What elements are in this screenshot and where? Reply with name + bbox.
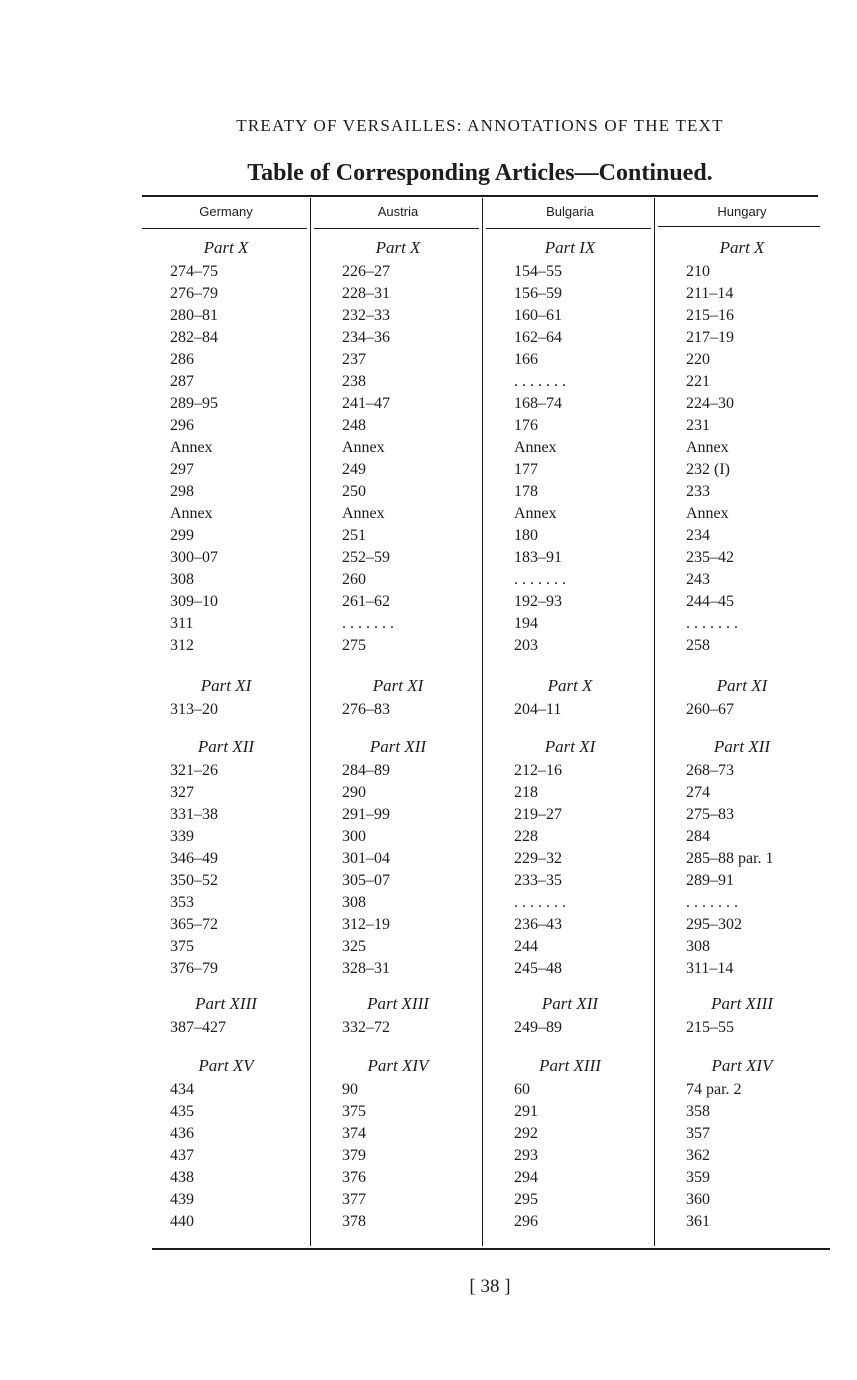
part-heading: Part XII [197, 737, 255, 756]
part-heading: Part XI [200, 676, 252, 695]
article-cell: 299 [170, 527, 194, 544]
part-section [144, 991, 308, 1039]
article-cell: 228–31 [342, 285, 390, 302]
article-cell: 325 [342, 938, 366, 955]
article-cell: 248 [342, 417, 366, 434]
part-section [660, 991, 824, 1039]
article-cell: 261–62 [342, 593, 390, 610]
column-divider-1 [310, 198, 311, 1246]
part-section [488, 991, 652, 1039]
article-cell: 297 [170, 461, 194, 478]
article-cell: 298 [170, 483, 194, 500]
article-cell: 287 [170, 373, 194, 390]
article-cell: 234 [686, 527, 710, 544]
article-cell: 360 [686, 1191, 710, 1208]
article-cell: 275–83 [686, 806, 734, 823]
article-cell: 192–93 [514, 593, 562, 610]
article-cell: 353 [170, 894, 194, 911]
part-heading: Part XV [198, 1056, 254, 1075]
article-cell: 176 [514, 417, 538, 434]
article-cell: 378 [342, 1213, 366, 1230]
part-heading: Part XIII [195, 994, 257, 1013]
article-cell: 305–07 [342, 872, 390, 889]
article-cell: 221 [686, 373, 710, 390]
article-cell: 237 [342, 351, 366, 368]
article-cell: 296 [170, 417, 194, 434]
article-cell: 300 [342, 828, 366, 845]
article-cell: 250 [342, 483, 366, 500]
part-heading: Part XIII [539, 1056, 601, 1075]
article-cell: 274–75 [170, 263, 218, 280]
article-cell: 328–31 [342, 960, 390, 977]
part-section [144, 235, 308, 657]
article-cell: 285–88 par. 1 [686, 850, 774, 867]
part-heading: Part XII [369, 737, 427, 756]
column-austria [316, 198, 480, 1248]
column-hungary [660, 198, 824, 1248]
article-cell: 232–33 [342, 307, 390, 324]
part-heading: Part XII [713, 737, 771, 756]
part-heading: Part XI [716, 676, 768, 695]
article-cell: 374 [342, 1125, 366, 1142]
article-cell: 362 [686, 1147, 710, 1164]
article-cell: 289–91 [686, 872, 734, 889]
article-cell: 375 [170, 938, 194, 955]
article-cell: Annex [514, 439, 557, 456]
article-cell: 233 [686, 483, 710, 500]
article-cell: 331–38 [170, 806, 218, 823]
article-cell: 258 [686, 637, 710, 654]
article-cell: 274 [686, 784, 710, 801]
article-cell: . . . . . . . [514, 894, 566, 911]
part-section [316, 673, 480, 721]
article-cell: 166 [514, 351, 538, 368]
part-heading: Part X [547, 676, 593, 695]
article-cell: 220 [686, 351, 710, 368]
article-cell: Annex [686, 505, 729, 522]
part-heading: Part X [203, 238, 249, 257]
article-cell: 162–64 [514, 329, 562, 346]
part-heading: Part XIII [711, 994, 773, 1013]
column-germany [144, 198, 308, 1248]
article-cell: 234–36 [342, 329, 390, 346]
part-section [144, 1053, 308, 1233]
article-cell: 377 [342, 1191, 366, 1208]
part-section [660, 1053, 824, 1233]
column-divider-3 [654, 198, 655, 1246]
article-cell: 313–20 [170, 701, 218, 718]
article-cell: 249 [342, 461, 366, 478]
article-cell: . . . . . . . [686, 894, 738, 911]
article-cell: 154–55 [514, 263, 562, 280]
article-cell: . . . . . . . [514, 571, 566, 588]
article-cell: Annex [686, 439, 729, 456]
part-heading: Part XIII [367, 994, 429, 1013]
article-cell: 387–427 [170, 1019, 226, 1036]
article-cell: 375 [342, 1103, 366, 1120]
article-cell: 286 [170, 351, 194, 368]
part-section [316, 991, 480, 1039]
article-cell: 183–91 [514, 549, 562, 566]
article-cell: 376–79 [170, 960, 218, 977]
article-cell: 312–19 [342, 916, 390, 933]
table-bottom-rule [152, 1248, 830, 1250]
article-cell: 217–19 [686, 329, 734, 346]
article-cell: 438 [170, 1169, 194, 1186]
part-heading: Part XI [544, 737, 596, 756]
article-cell: 245–48 [514, 960, 562, 977]
article-cell: 238 [342, 373, 366, 390]
article-cell: 212–16 [514, 762, 562, 779]
part-section [316, 734, 480, 980]
column-header: Austria [377, 204, 419, 219]
article-cell: 282–84 [170, 329, 218, 346]
article-cell: 308 [686, 938, 710, 955]
article-cell: 244–45 [686, 593, 734, 610]
article-cell: 312 [170, 637, 194, 654]
article-cell: 74 par. 2 [686, 1081, 742, 1098]
article-cell: 224–30 [686, 395, 734, 412]
article-cell: 236–43 [514, 916, 562, 933]
article-cell: 60 [514, 1081, 530, 1098]
article-cell: 244 [514, 938, 538, 955]
article-cell: 168–74 [514, 395, 562, 412]
article-cell: 435 [170, 1103, 194, 1120]
article-cell: 280–81 [170, 307, 218, 324]
article-cell: 215–55 [686, 1019, 734, 1036]
article-cell: Annex [170, 439, 213, 456]
article-cell: 156–59 [514, 285, 562, 302]
article-cell: 290 [342, 784, 366, 801]
article-cell: . . . . . . . [342, 615, 394, 632]
article-cell: 211–14 [686, 285, 734, 302]
column-divider-2 [482, 198, 483, 1246]
article-cell: 434 [170, 1081, 194, 1098]
article-cell: 361 [686, 1213, 710, 1230]
part-section [488, 235, 652, 657]
article-cell: 260 [342, 571, 366, 588]
article-cell: 358 [686, 1103, 710, 1120]
article-cell: 291 [514, 1103, 538, 1120]
article-cell: 300–07 [170, 549, 218, 566]
article-cell: 249–89 [514, 1019, 562, 1036]
article-cell: 210 [686, 263, 710, 280]
part-heading: Part X [719, 238, 765, 257]
article-cell: 218 [514, 784, 538, 801]
article-cell: 243 [686, 571, 710, 588]
article-cell: Annex [342, 439, 385, 456]
running-head: TREATY OF VERSAILLES: ANNOTATIONS OF THE TEXT [236, 116, 724, 135]
part-heading: Part X [375, 238, 421, 257]
part-section [316, 1053, 480, 1233]
article-cell: 350–52 [170, 872, 218, 889]
article-cell: 276–83 [342, 701, 390, 718]
article-cell: 327 [170, 784, 194, 801]
article-cell: Annex [342, 505, 385, 522]
article-cell: 235–42 [686, 549, 734, 566]
article-cell: 321–26 [170, 762, 218, 779]
article-cell: 231 [686, 417, 710, 434]
part-section [144, 673, 308, 721]
column-header: Bulgaria [546, 204, 594, 219]
part-heading: Part XII [541, 994, 599, 1013]
column-header: Hungary [717, 204, 767, 219]
article-cell: 177 [514, 461, 538, 478]
article-cell: 204–11 [514, 701, 562, 718]
article-cell: 308 [342, 894, 366, 911]
article-cell: 228 [514, 828, 538, 845]
article-cell: 346–49 [170, 850, 218, 867]
part-section [660, 734, 824, 980]
article-cell: 251 [342, 527, 366, 544]
article-cell: 180 [514, 527, 538, 544]
article-cell: 203 [514, 637, 538, 654]
article-cell: 289–95 [170, 395, 218, 412]
part-heading: Part XI [372, 676, 424, 695]
article-cell: 293 [514, 1147, 538, 1164]
article-cell: 376 [342, 1169, 366, 1186]
article-cell: . . . . . . . [686, 615, 738, 632]
article-cell: . . . . . . . [514, 373, 566, 390]
article-cell: 436 [170, 1125, 194, 1142]
article-cell: 268–73 [686, 762, 734, 779]
part-heading: Part IX [544, 238, 596, 257]
article-cell: 296 [514, 1213, 538, 1230]
part-heading: Part XIV [711, 1056, 773, 1075]
part-heading: Part XIV [367, 1056, 429, 1075]
article-cell: 359 [686, 1169, 710, 1186]
article-cell: 294 [514, 1169, 538, 1186]
part-section [316, 235, 480, 657]
article-cell: 437 [170, 1147, 194, 1164]
table-top-rule [142, 195, 818, 197]
part-section [660, 235, 824, 657]
article-cell: 440 [170, 1213, 194, 1230]
part-section [488, 673, 652, 721]
table-title: Table of Corresponding Articles—Continued. [247, 160, 713, 186]
article-cell: 194 [514, 615, 538, 632]
article-cell: 260–67 [686, 701, 734, 718]
article-cell: 301–04 [342, 850, 390, 867]
article-cell: 311 [170, 615, 194, 632]
column-header: Germany [199, 204, 253, 219]
article-cell: 90 [342, 1081, 358, 1098]
article-cell: Annex [170, 505, 213, 522]
article-cell: 226–27 [342, 263, 390, 280]
article-cell: 292 [514, 1125, 538, 1142]
article-cell: 295–302 [686, 916, 742, 933]
part-section [660, 673, 824, 721]
article-cell: 160–61 [514, 307, 562, 324]
article-cell: 241–47 [342, 395, 390, 412]
article-cell: Annex [514, 505, 557, 522]
article-cell: 291–99 [342, 806, 390, 823]
article-cell: 332–72 [342, 1019, 390, 1036]
part-section [488, 734, 652, 980]
article-cell: 215–16 [686, 307, 734, 324]
article-cell: 284 [686, 828, 710, 845]
article-cell: 295 [514, 1191, 538, 1208]
part-section [144, 734, 308, 980]
page-number: [ 38 ] [469, 1276, 511, 1297]
article-cell: 232 (I) [686, 461, 730, 478]
article-cell: 439 [170, 1191, 194, 1208]
article-cell: 252–59 [342, 549, 390, 566]
article-cell: 284–89 [342, 762, 390, 779]
article-cell: 233–35 [514, 872, 562, 889]
article-cell: 275 [342, 637, 366, 654]
article-cell: 357 [686, 1125, 710, 1142]
part-section [488, 1053, 652, 1233]
article-cell: 229–32 [514, 850, 562, 867]
article-cell: 365–72 [170, 916, 218, 933]
article-cell: 311–14 [686, 960, 734, 977]
article-cell: 178 [514, 483, 538, 500]
article-cell: 308 [170, 571, 194, 588]
article-cell: 219–27 [514, 806, 562, 823]
article-cell: 339 [170, 828, 194, 845]
article-cell: 309–10 [170, 593, 218, 610]
column-bulgaria [488, 198, 652, 1248]
article-cell: 379 [342, 1147, 366, 1164]
article-cell: 276–79 [170, 285, 218, 302]
